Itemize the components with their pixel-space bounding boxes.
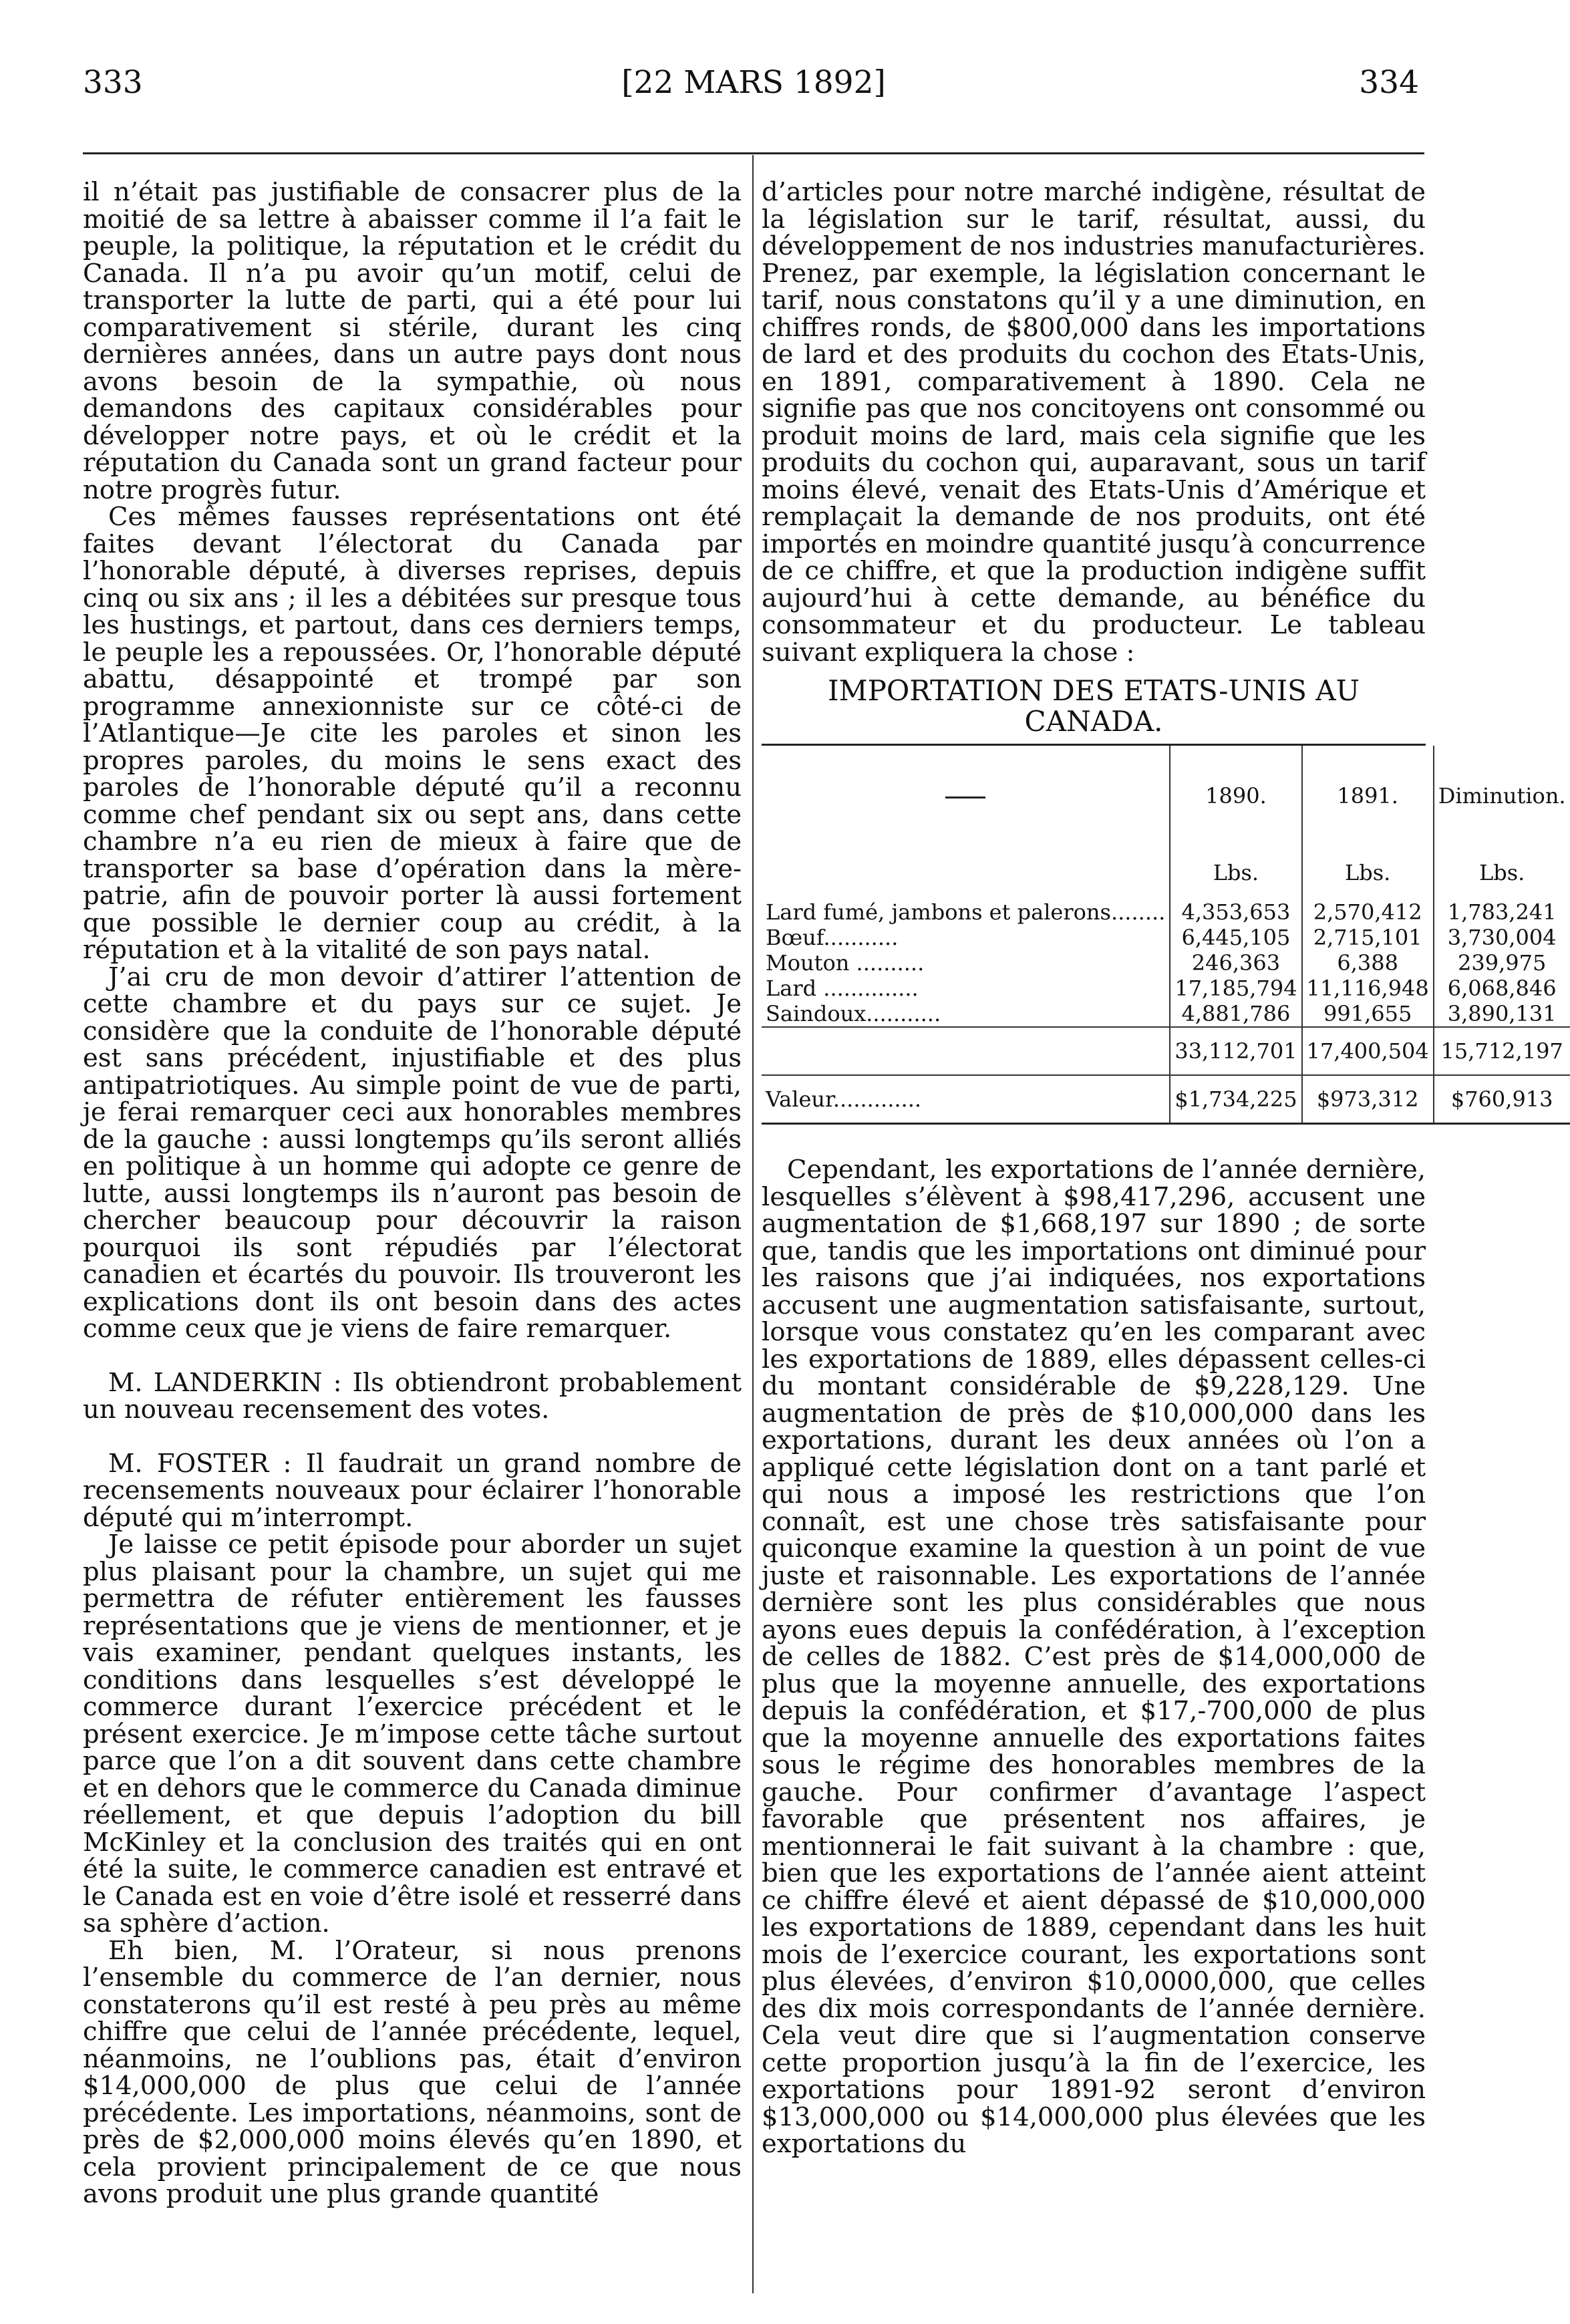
paragraph: Je laisse ce petit épisode pour aborder un sujet plus plaisant pour la chambre, un sujet qui me permettra de réfuter entièrement les fausses représentations que je viens de mentionner, et je vais examiner, pendant quelques instants, les conditions dans lesquelles s’est développé le commerce durant l’exercice précédent et le présent exercice. Je m’impose cette tâche surtout parce que l’on a dit souvent dans cette chambre et en dehors que le commerce du Canada diminue réellement, et que depuis l’adoption du bill McKinley et la conclusion des traités qui en ont été la suite, le commerce canadien est entravé et le Canada est en voie d’être isolé et resserré dans sa sphère d’action. [83,1530,742,1938]
right-column [762,177,1566,2159]
table-header-dash [762,746,1170,846]
table-total-row [762,1027,1570,1075]
cell-1891: 991,655 [1302,1001,1434,1027]
table-row [762,925,1570,950]
page-date: [22 MARS 1892] [621,64,886,101]
left-column [83,179,742,2208]
value-1891: $973,312 [1302,1075,1434,1124]
table-unit: Lbs. [1170,846,1301,899]
table-title: IMPORTATION DES ETATS-UNIS AU CANADA. [827,674,1360,738]
cell-diminution: 3,730,004 [1434,925,1570,950]
cell-diminution: 239,975 [1434,950,1570,976]
value-1890: $1,734,225 [1170,1075,1301,1124]
paragraph: Cependant, les exportations de l’année dernière, lesquelles s’élèvent à $98,417,296, accusent une augmentation de $1,668,197 sur 1890 ; de sorte que, tandis que les importations ont diminué pour les raisons que j’ai indiquées, nos exportations accusent une augmentation satisfaisante, surtout, lorsque vous constatez qu’en les comparant avec les exportations de 1889, elles dépassent celles-ci du montant considérable de $9,228,129. Une augmentation de près de $10,000,000 dans les exportations, durant les deux années où l’on a appliqué cette législation dont on a tant parlé et qui nous a imposé les restrictions que l’on connaît, est une chose très satisfaisante pour quiconque examine la question à un point de vue juste et raisonnable. Les exportations de l’année dernière sont les plus considérables que nous ayons eues depuis la confédération, à l’exception de celles de 1882. C’est près de $14,000,000 de plus que la moyenne annuelle, des exportations depuis la confédération, et $17,-700,000 de plus que la moyenne annuelle des exportations faites sous le régime des honorables membres de la gauche. Pour confirmer d’avantage l’aspect favorable que présentent nos affaires, je mentionnerai le fait suivant à la chambre : que, bien que les exportations de l’année aient atteint ce chiffre élevé et aient dépassé de $10,000,000 les exportations de 1889, cependant dans les huit mois de l’exercice courant, les exportations sont plus élevées, d’environ $10,0000,000, que celles des dix mois correspondants de l’année dernière. Cela veut dire que si l’augmentation conserve cette proportion jusqu’à la fin de l’exercice, les exportations pour 1891-92 seront d’environ $13,000,000 ou $14,000,000 plus élevées que les exportations du [762,1155,1426,2159]
cell-1891: 2,715,101 [1302,925,1434,950]
cell-1891: 6,388 [1302,950,1434,976]
table-unit: Lbs. [1434,846,1570,899]
cell-1890: 6,445,105 [1170,925,1301,950]
column-divider [752,155,754,2293]
row-label: Saindoux........... [766,1001,941,1026]
cell-1891: 2,570,412 [1302,899,1434,925]
table-row [762,1001,1570,1027]
paragraph: il n’était pas justifiable de consacrer plus de la moitié de sa lettre à abaisser comme il l’a fait le peuple, la politique, la réputation et le crédit du Canada. Il n’a pu avoir qu’un motif, celui de transporter la lutte de parti, qui a été pour lui comparativement si stérile, durant les cinq dernières années, dans un autre pays dont nous avons besoin de la sympathie, où nous demandons des capitaux considérables pour développer notre pays, et où le crédit et la réputation du Canada sont un grand facteur pour notre progrès futur. [83,177,742,505]
table-row [762,899,1570,925]
speaker-paragraph-landerkin: M. LANDERKIN : Ils obtiendront probablement un nouveau recensement des votes. [83,1367,742,1425]
table-header-1890: 1890. [1170,746,1301,846]
table-value-row [762,1075,1570,1124]
cell-1891: 11,116,948 [1302,976,1434,1001]
cell-1890: 4,881,786 [1170,1001,1301,1027]
cell-diminution: 3,890,131 [1434,1001,1570,1027]
table-unit: Lbs. [1302,846,1434,899]
header-rule [83,152,1424,154]
cell-1890: 4,353,653 [1170,899,1301,925]
page-number-left: 333 [83,64,143,101]
import-table [762,746,1570,1125]
table-header-1891: 1891. [1302,746,1434,846]
row-label: Lard .............. [766,976,919,1001]
paragraph: Ces mêmes fausses représentations ont été faites devant l’électorat du Canada par l’honorable député, à diverses reprises, depuis cinq ou six ans ; il les a débitées sur presque tous les hustings, et partout, dans ces derniers temps, le peuple les a repoussées. Or, l’honorable député abattu, désappointé et trompé par son programme annexionniste sur ce côté-ci de l’Atlantique—Je cite les paroles et sinon les propres paroles, du moins le sens exact des paroles de l’honorable député qu’il a reconnu comme chef pendant six ou sept ans, dans cette chambre n’a eu rien de mieux à faire que de transporter sa base d’opération dans la mère-patrie, afin de pouvoir porter là aussi fortement que possible le dernier coup au crédit, à la réputation et à la vitalité de son pays natal. [83,502,742,965]
page-header [0,64,1507,118]
paragraph: Eh bien, M. l’Orateur, si nous prenons l’ensemble du commerce de l’an dernier, nous constaterons qu’il est resté à peu près au même chiffre que celui de l’année précédente, lequel, néanmoins, ne l’oublions pas, était d’environ $14,000,000 de plus que celui de l’année précédente. Les importations, néanmoins, sont de près de $2,000,000 moins élevés qu’en 1890, et cela provient principalement de ce que nous avons produit une plus grande quantité [83,1935,742,2209]
table-row [762,976,1570,1001]
cell-1890: 246,363 [1170,950,1301,976]
row-label: Bœuf........... [766,925,899,950]
paragraph: J’ai cru de mon devoir d’attirer l’attention de cette chambre et du pays sur ce sujet. Je considère que la conduite de l’honorable député est sans précédent, injustifiable et des plus antipatriotiques. Au simple point de vue de parti, je ferai remarquer ceci aux honorables membres de la gauche : aussi longtemps qu’ils seront alliés en politique à un homme qui adopte ce genre de lutte, aussi longtemps ils n’auront pas besoin de chercher beaucoup pour découvrir la raison pourquoi ils sont répudiés par l’électorat canadien et écartés du pouvoir. Ils trouveront les explications dont ils ont besoin dans des actes comme ceux que je viens de faire remarquer. [83,962,742,1344]
total-1890: 33,112,701 [1170,1027,1301,1075]
table-header-diminution: Diminution. [1434,746,1570,846]
page-number-right: 334 [1359,64,1419,101]
total-diminution: 15,712,197 [1434,1027,1570,1075]
speaker-paragraph-foster: M. FOSTER : Il faudrait un grand nombre de recensements nouveaux pour éclairer l’honorable député qui m’interrompt. [83,1448,742,1533]
paragraph: d’articles pour notre marché indigène, résultat de la législation sur le tarif, résultat, aussi, du développement de nos industries manufacturières. Prenez, par exemple, la législation concernant le tarif, nous constatons qu’il y a une diminution, en chiffres ronds, de $800,000 dans les importations de lard et des produits du cochon des Etats-Unis, en 1891, comparativement à 1890. Cela ne signifie pas que nos concitoyens ont consommé ou produit moins de lard, mais cela signifie que les produits du cochon qui, auparavant, sous un tarif moins élevé, venait des Etats-Unis d’Amérique et remplaçait la demande de nos produits, ont été importés en moindre quantité jusqu’à concurrence de ce chiffre, et que la production indigène suffit aujourd’hui à cette demande, au bénéfice du consommateur et du producteur. Le tableau suivant expliquera la chose : [762,177,1426,668]
row-label: Lard fumé, jambons et palerons........ [766,899,1166,925]
value-diminution: $760,913 [1434,1075,1570,1124]
table-header-row [762,746,1570,846]
table-units-row [762,846,1570,899]
row-label: Mouton .......... [766,950,925,976]
table-row [762,950,1570,976]
cell-diminution: 1,783,241 [1434,899,1570,925]
value-label: Valeur............. [762,1075,1170,1124]
total-1891: 17,400,504 [1302,1027,1434,1075]
cell-1890: 17,185,794 [1170,976,1301,1001]
cell-diminution: 6,068,846 [1434,976,1570,1001]
